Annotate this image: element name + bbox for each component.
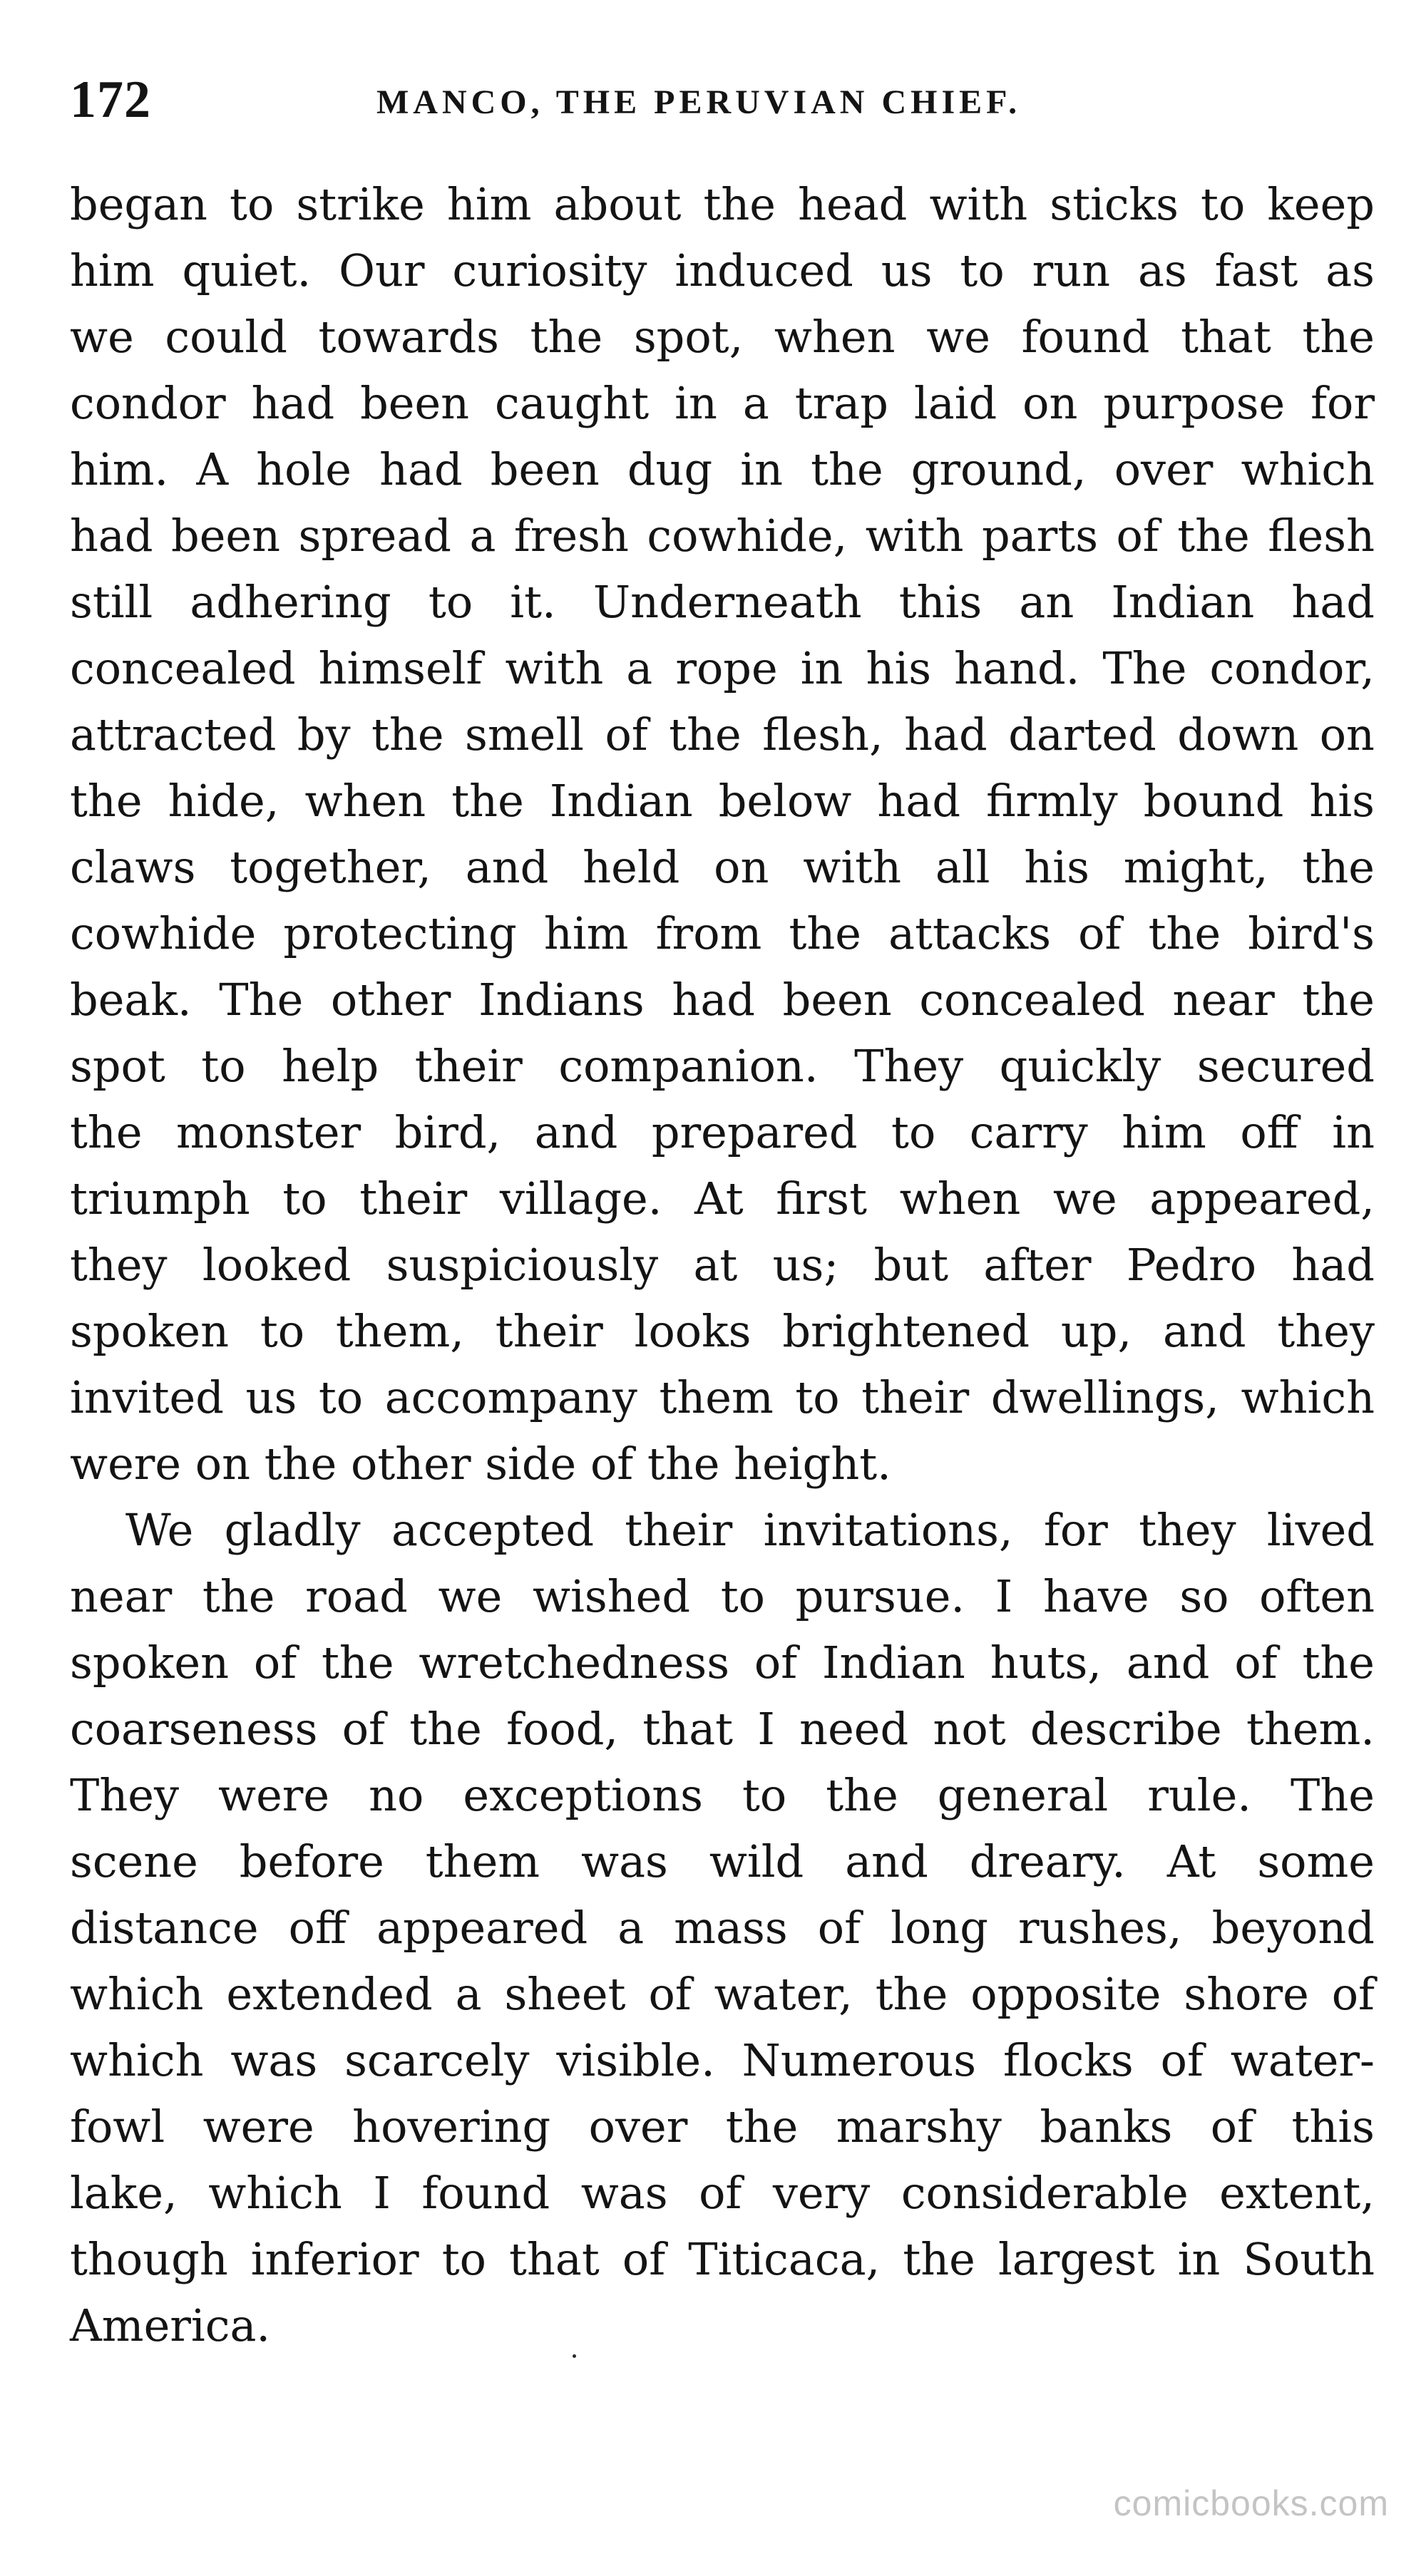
text-line: condor had been caught in a trap laid on purpose for (70, 377, 1375, 429)
text-line: claws together, and held on with all his might, the (70, 841, 1375, 893)
text-line: America. (70, 2299, 271, 2351)
running-head: MANCO, THE PERUVIAN CHIEF. (376, 83, 1022, 121)
ink-speck (573, 2354, 576, 2358)
text-line: fowl were hovering over the marshy banks of this (70, 2101, 1375, 2153)
paragraph-1 (70, 171, 1375, 1497)
text-line: they looked suspiciously at us; but after Pedro had (70, 1239, 1375, 1291)
paragraph-2 (70, 1497, 1375, 2359)
text-line: We gladly accepted their invitations, for they lived (125, 1504, 1375, 1556)
text-line: cowhide protecting him from the attacks of the bird's (70, 907, 1375, 959)
text-line: him. A hole had been dug in the ground, over which (70, 443, 1375, 495)
text-line: still adhering to it. Underneath this an Indian had (70, 576, 1375, 628)
text-line: the monster bird, and prepared to carry him off in (70, 1106, 1375, 1158)
page-number: 172 (70, 71, 151, 129)
text-line: scene before them was wild and dreary. At some (70, 1835, 1375, 1887)
text-line: distance off appeared a mass of long rushes, beyond (70, 1902, 1375, 1954)
text-line: near the road we wished to pursue. I have so often (70, 1570, 1375, 1622)
text-line: invited us to accompany them to their dwellings, which (70, 1371, 1375, 1423)
watermark[interactable]: comicbooks.com (1113, 2483, 1389, 2523)
text-line: though inferior to that of Titicaca, the largest in South (70, 2233, 1375, 2285)
text-line: which was scarcely visible. Numerous flocks of water- (70, 2034, 1375, 2086)
text-line: beak. The other Indians had been concealed near the (70, 974, 1375, 1026)
text-line: were on the other side of the height. (70, 1438, 891, 1490)
text-line: him quiet. Our curiosity induced us to run as fast as (70, 244, 1375, 297)
text-line: concealed himself with a rope in his hand. The condor, (70, 642, 1375, 694)
text-line: triumph to their village. At first when we appeared, (70, 1173, 1375, 1225)
text-line: lake, which I found was of very considerable extent, (70, 2167, 1375, 2219)
text-line: spot to help their companion. They quickly secured (70, 1040, 1375, 1092)
text-line: we could towards the spot, when we found that the (70, 311, 1375, 363)
text-line: had been spread a fresh cowhide, with parts of the flesh (70, 510, 1375, 562)
text-line: coarseness of the food, that I need not describe them. (70, 1703, 1375, 1755)
text-line: attracted by the smell of the flesh, had darted down on (70, 709, 1375, 761)
body-text (70, 171, 1375, 2359)
text-line: the hide, when the Indian below had firmly bound his (70, 775, 1375, 827)
text-line: They were no exceptions to the general rule. The (70, 1769, 1375, 1821)
text-line: which extended a sheet of water, the opposite shore of (70, 1968, 1375, 2020)
text-line: spoken to them, their looks brightened up, and they (70, 1305, 1375, 1357)
page-header (70, 71, 1375, 128)
text-line: began to strike him about the head with sticks to keep (70, 178, 1375, 230)
text-line: spoken of the wretchedness of Indian huts, and of the (70, 1637, 1375, 1689)
